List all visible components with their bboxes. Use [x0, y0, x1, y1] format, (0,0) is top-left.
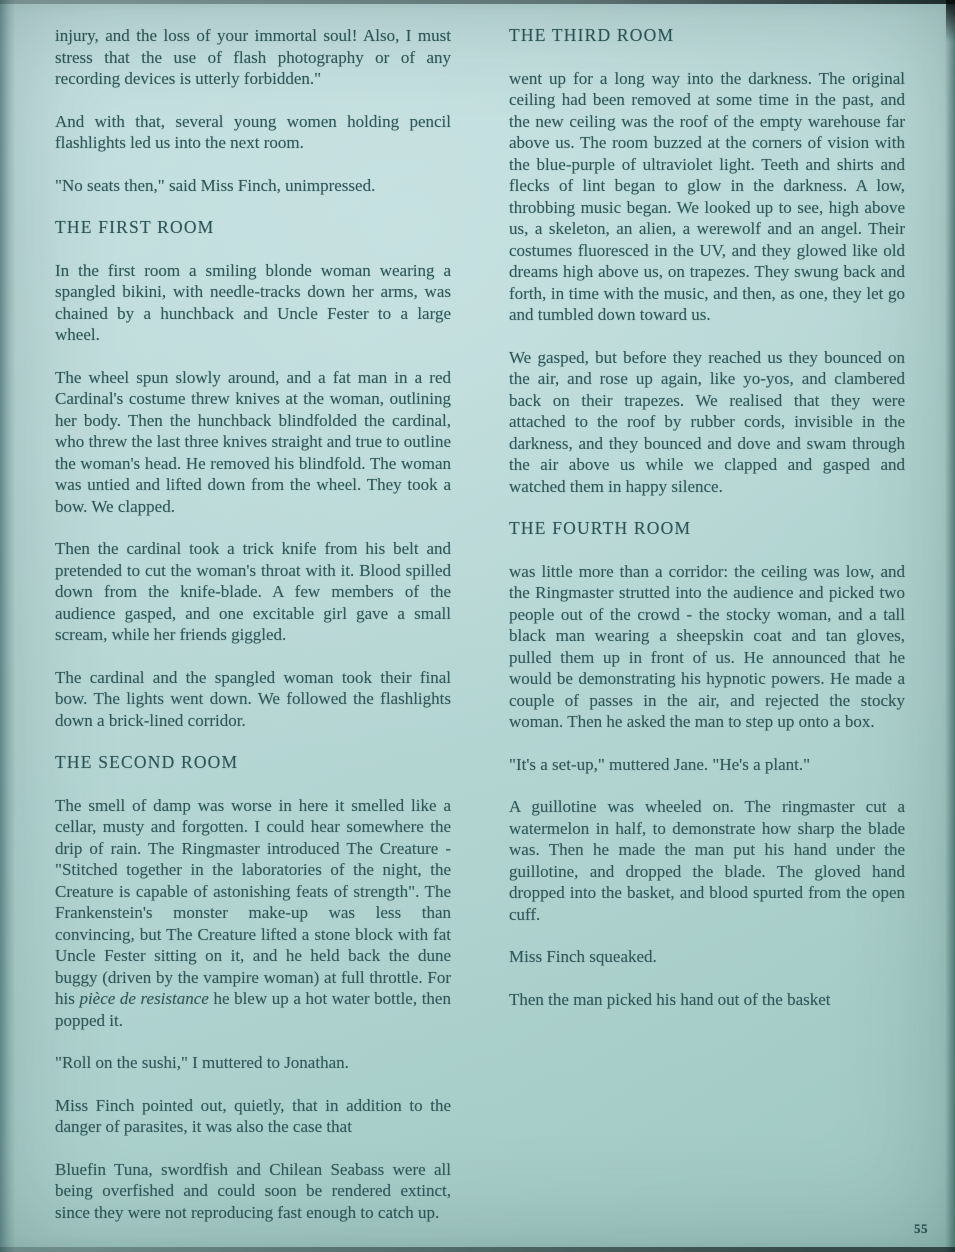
text-segment: "It's a set-up," muttered Jane. "He's a plant."	[509, 754, 811, 774]
text-segment: Miss Finch squeaked.	[509, 947, 657, 966]
page-edge-left	[0, 0, 15, 1252]
text-segment: pièce de resistance	[79, 989, 209, 1008]
text-segment: Miss Finch pointed out, quietly, that in addition to the danger of parasites, it was also the case that	[55, 1095, 451, 1136]
section-heading: THE SECOND ROOM	[55, 752, 239, 772]
section-heading: THE FOURTH ROOM	[509, 518, 692, 538]
paragraph	[55, 1159, 451, 1224]
text-segment: he blew up a hot water bottle, then popped it.	[55, 989, 451, 1030]
paragraph	[55, 367, 451, 518]
text-segment: Bluefin Tuna, swordfish and Chilean Seabass were all being overfished and could soon be rendered extinct, since they were not reproducing fast enough to catch up.	[55, 1159, 451, 1222]
paragraph	[509, 754, 905, 776]
paragraph	[55, 25, 451, 90]
section-heading: THE FIRST ROOM	[55, 217, 215, 237]
paragraph	[55, 667, 451, 732]
paragraph	[55, 260, 451, 346]
paragraph	[509, 989, 905, 1011]
text-segment: was little more than a corridor: the ceiling was low, and the Ringmaster strutted into the audience and picked two people out of the crowd - the stocky woman, and a tall black man wearing a sheepskin coat and tan gloves, pulled them up in front of us. He announced that he would be demonstrating his hypnotic powers. He made a couple of passes in the air, and rejected the stocky woman. Then he asked the man to step up onto a box.	[509, 561, 905, 731]
paragraph	[509, 68, 905, 326]
paragraph	[509, 796, 905, 925]
paragraph	[509, 561, 905, 733]
text-segment: And with that, several young women holding pencil flashlights led us into the next room.	[55, 111, 451, 152]
paragraph	[55, 1052, 451, 1074]
paragraph	[509, 946, 905, 968]
text-segment: The smell of damp was worse in here it smelled like a cellar, musty and forgotten. I could hear somewhere the drip of rain. The Ringmaster introduced The Creature - "Stitched together in the laboratories of the night, the Creature is capable of astonishing feats of strength". The Frankenstein's monster make-up was less than convincing, but The Creature lifted a stone block with fat Uncle Fester sitting on it, and he held back the dune buggy (driven by the vampire woman) at full throttle. For his	[55, 795, 451, 1008]
section-heading: THE THIRD ROOM	[509, 25, 675, 45]
text-segment: "No seats then," said Miss Finch, unimpressed.	[55, 175, 376, 195]
paragraph	[55, 795, 451, 1032]
text-segment: The cardinal and the spangled woman took their final bow. The lights went down. We followed the flashlights down a brick-lined corridor.	[55, 667, 451, 730]
text-segment: Then the man picked his hand out of the basket	[509, 989, 831, 1009]
paragraph	[55, 111, 451, 154]
paragraph	[55, 175, 451, 197]
book-page-text	[55, 25, 905, 1252]
paragraph	[55, 538, 451, 646]
page-corner-shadow	[946, 0, 955, 42]
text-segment: We gasped, but before they reached us they bounced on the air, and rose up again, like yo-yos, and clambered back on their trapezes. We realised that they were attached to the roof by rubber cords, invisible in the darkness, and they bounced and dove and swam through the air above us while we clapped and gasped and watched them in happy silence.	[509, 347, 905, 496]
text-segment: Then the cardinal took a trick knife from his belt and pretended to cut the woman's throat with it. Blood spilled down from the knife-blade. A few members of the audience gasped, and one excitable girl gave a small scream, while her friends giggled.	[55, 539, 451, 644]
paragraph	[509, 347, 905, 498]
text-segment: The wheel spun slowly around, and a fat man in a red Cardinal's costume threw knives at the woman, outlining her body. Then the hunchback blindfolded the cardinal, who threw the last three knives straight and true to outline the woman's head. He removed his blindfold. The woman was untied and lifted down from the wheel. They took a bow. We clapped.	[55, 367, 451, 516]
text-segment: "Roll on the sushi," I muttered to Jonathan.	[55, 1053, 349, 1072]
text-segment: A guillotine was wheeled on. The ringmaster cut a watermelon in half, to demonstrate how sharp the blade was. Then he made the man put his hand under the guillotine, and dropped the blade. The gloved hand dropped into the basket, and blood spurted from the open cuff.	[509, 797, 905, 924]
page-number: 55	[914, 1221, 928, 1236]
text-segment: injury, and the loss of your immortal soul! Also, I must stress that the use of flash photography or of any recording devices is utterly forbidden."	[55, 26, 451, 88]
paragraph	[55, 1095, 451, 1138]
text-segment: went up for a long way into the darkness. The original ceiling had been removed at some time in the past, and the new ceiling was the roof of the empty warehouse far above us. The room buzzed at the corners of vision with the blue-purple of ultraviolet light. Teeth and shirts and flecks of lint began to glow in the darkness. A low, throbbing music began. We looked up to see, high above us, a skeleton, an alien, a werewolf and an angel. Their costumes fluoresced in the UV, and they glowed like old dreams high above us, on trapezes. They swung back and forth, in time with the music, and then, as one, they let go and tumbled down toward us.	[509, 68, 905, 324]
page-edge-top	[0, 0, 955, 4]
page-edge-right	[945, 0, 955, 1252]
text-segment: In the first room a smiling blonde woman wearing a spangled bikini, with needle-tracks down her arms, was chained by a hunchback and Uncle Fester to a large wheel.	[55, 260, 451, 344]
